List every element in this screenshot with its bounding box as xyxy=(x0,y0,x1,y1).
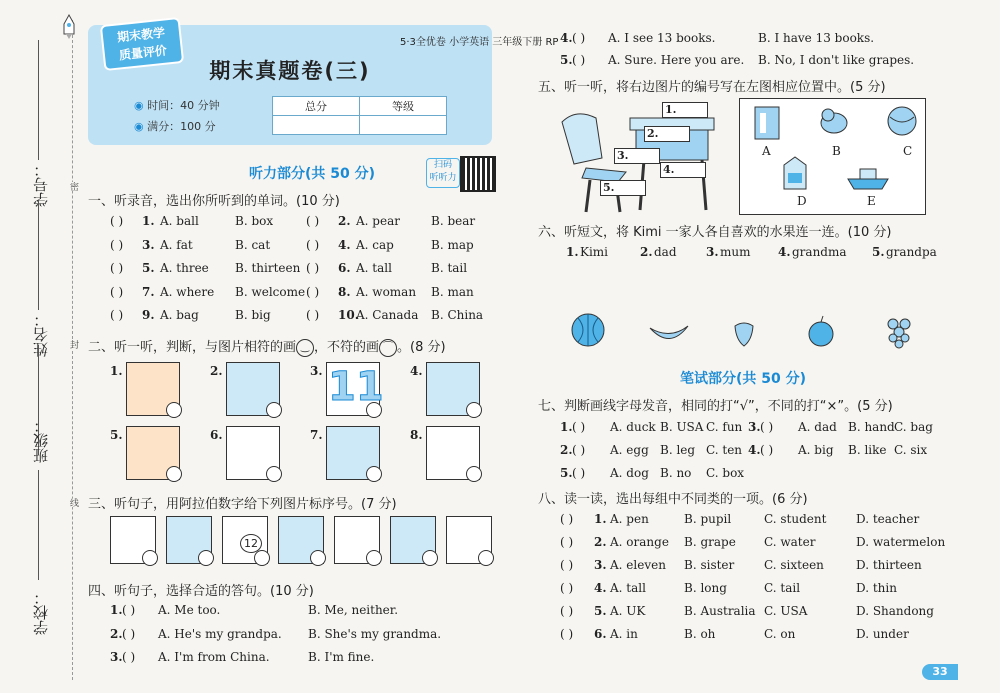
school-blank[interactable] xyxy=(38,470,39,580)
watermelon-icon[interactable] xyxy=(570,312,606,348)
order-answer-circle[interactable] xyxy=(198,550,214,566)
option-a: A. He's my grandpa. xyxy=(158,626,282,641)
item-number: 1. xyxy=(560,420,573,434)
option-d: D. watermelon xyxy=(856,535,946,549)
picture-letter: E xyxy=(867,194,876,208)
picture-number: 3. xyxy=(310,364,323,378)
item-number: 1. xyxy=(594,512,607,526)
rocket-icon xyxy=(62,14,76,40)
option-b: B. oh xyxy=(684,627,716,641)
option-b: B. box xyxy=(235,214,274,228)
student-id-blank[interactable] xyxy=(38,40,39,160)
option-a: A. I'm from China. xyxy=(158,650,270,664)
option-a: A. eleven xyxy=(610,558,666,572)
option-b: B. welcome xyxy=(235,284,306,299)
option-b: B. hand xyxy=(848,420,895,434)
item-number: 2. xyxy=(560,443,573,457)
option-b: B. No, I don't like grapes. xyxy=(758,53,915,67)
option-d: D. teacher xyxy=(856,512,920,526)
score-table xyxy=(272,96,447,135)
scan-to-listen-label: 扫码 听听力 xyxy=(426,158,460,188)
answer-paren[interactable]: ( ) xyxy=(306,237,320,252)
option-b: B. USA xyxy=(660,420,704,434)
option-a: A. orange xyxy=(610,535,669,549)
option-a: A. egg xyxy=(610,443,649,457)
option-a: A. woman xyxy=(356,284,417,299)
listening-section-title: 听力部分(共 50 分) xyxy=(249,166,376,182)
picture-number: 8. xyxy=(410,428,423,442)
option-b: B. no xyxy=(660,466,692,480)
section4-title: 四、听句子，选择合适的答句。(10 分) xyxy=(88,584,314,599)
option-b: B. grape xyxy=(684,535,736,549)
answer-circle[interactable] xyxy=(466,402,482,418)
person-number: 5. xyxy=(872,245,885,259)
option-b: B. man xyxy=(431,284,474,299)
answer-paren[interactable]: ( ) xyxy=(306,308,320,322)
option-a: A. ball xyxy=(160,214,199,228)
answer-circle[interactable] xyxy=(166,402,182,418)
option-a: A. three xyxy=(160,261,209,275)
order-answer-circle[interactable] xyxy=(142,550,158,566)
bookcase-icon xyxy=(752,105,782,141)
option-b: B. thirteen xyxy=(235,261,301,275)
answer-paren[interactable]: ( ) xyxy=(760,420,774,434)
section3-title: 三、听句子，用阿拉伯数字给下列图片标序号。(7 分) xyxy=(88,497,397,512)
item-number: 6. xyxy=(594,627,607,641)
option-a: A. tall xyxy=(356,261,392,275)
student-id-label: 学号： xyxy=(32,162,50,207)
option-c: C. six xyxy=(894,443,928,457)
dog-toy-icon xyxy=(816,103,852,139)
order-answer-circle[interactable] xyxy=(366,550,382,566)
clock-number: 12 xyxy=(240,534,262,553)
section2-title-a: 二、听一听，判断，与图片相符的画 xyxy=(88,340,297,355)
answer-paren[interactable]: ( ) xyxy=(572,420,586,434)
series-label: 5·3全优卷 小学英语 三年级下册 RP xyxy=(400,37,559,48)
picture-letter: B xyxy=(832,144,841,158)
picture-number: 2. xyxy=(210,364,223,378)
answer-paren[interactable]: ( ) xyxy=(572,31,586,45)
order-answer-circle[interactable] xyxy=(422,550,438,566)
option-c: C. student xyxy=(764,512,827,526)
option-b: B. bear xyxy=(431,214,476,228)
option-c: C. water xyxy=(764,535,816,549)
grade-box[interactable] xyxy=(360,116,447,135)
answer-paren[interactable]: ( ) xyxy=(572,443,586,457)
option-b: B. leg xyxy=(660,443,696,457)
item-number: 10. xyxy=(338,308,359,322)
person-name: mum xyxy=(720,245,751,259)
total-score-box[interactable] xyxy=(273,116,360,135)
option-b: B. sister xyxy=(684,558,735,572)
answer-slot[interactable]: 3. xyxy=(614,148,660,164)
item-number: 5. xyxy=(594,604,607,618)
item-number: 1. xyxy=(110,603,123,617)
name-blank[interactable] xyxy=(38,200,39,310)
option-a: A. dad xyxy=(798,420,837,434)
answer-slot[interactable]: 4. xyxy=(660,162,706,178)
apple-icon[interactable] xyxy=(806,314,836,348)
answer-paren[interactable]: ( ) xyxy=(560,581,574,595)
option-b: B. China xyxy=(431,308,484,322)
grapes-icon[interactable] xyxy=(884,310,914,350)
answer-circle[interactable] xyxy=(266,466,282,482)
badge-line1: 期末教学 xyxy=(116,25,166,45)
option-b: B. She's my grandma. xyxy=(308,626,442,641)
item-number: 4. xyxy=(594,581,607,595)
picture-letter: C xyxy=(903,144,913,158)
number-eleven-picture: 11 xyxy=(328,364,384,410)
section5-title: 五、听一听，将右边图片的编号写在左图相应位置中。(5 分) xyxy=(538,80,886,95)
answer-paren[interactable]: ( ) xyxy=(560,627,574,641)
option-b: B. Me, neither. xyxy=(308,603,399,617)
option-a: A. pear xyxy=(356,214,400,228)
item-number: 4. xyxy=(338,237,351,252)
option-a: A. in xyxy=(610,627,638,641)
person-number: 4. xyxy=(778,245,791,259)
picture-number: 4. xyxy=(410,364,423,378)
person-name: grandma xyxy=(792,245,847,259)
section2-title-c: 。(8 分) xyxy=(397,340,446,355)
picture-letter: A xyxy=(762,144,771,158)
section1-title: 一、听录音，选出你所听到的单词。(10 分) xyxy=(88,194,340,209)
person-number: 3. xyxy=(706,245,719,259)
option-a: A. where xyxy=(160,284,215,299)
answer-circle[interactable] xyxy=(266,402,282,418)
person-name: Kimi xyxy=(580,245,609,259)
answer-paren[interactable]: ( ) xyxy=(122,626,136,641)
full-score-text: 满分：100 分 xyxy=(147,120,216,133)
item-number: 8. xyxy=(338,284,351,299)
option-b: B. I'm fine. xyxy=(308,650,375,664)
item-number: 7. xyxy=(142,284,155,299)
answer-paren[interactable]: ( ) xyxy=(110,214,124,228)
option-b: B. like xyxy=(848,443,887,457)
option-b: B. Australia xyxy=(684,604,756,618)
score-info xyxy=(134,118,216,134)
item-number: 4. xyxy=(748,443,761,457)
answer-paren[interactable]: ( ) xyxy=(110,284,124,299)
order-answer-circle[interactable] xyxy=(254,550,270,566)
answer-paren[interactable]: ( ) xyxy=(306,284,320,299)
person-number: 1. xyxy=(566,245,579,259)
page-title: 期末真题卷(三) xyxy=(209,59,371,83)
strawberry-icon[interactable] xyxy=(732,318,756,348)
option-a: A. bag xyxy=(160,308,199,322)
total-score-label: 总分 xyxy=(273,97,360,116)
option-a: A. UK xyxy=(610,604,646,618)
badge-line2: 质量评价 xyxy=(118,43,168,63)
class-label: 班级： xyxy=(32,418,50,463)
option-c: C. fun xyxy=(706,420,743,434)
item-number: 5. xyxy=(142,261,155,275)
option-b: B. long xyxy=(684,581,727,595)
name-label: 姓名： xyxy=(32,312,50,357)
answer-circle[interactable] xyxy=(166,466,182,482)
answer-paren[interactable]: ( ) xyxy=(122,603,136,617)
option-a: A. dog xyxy=(610,466,649,480)
option-b: B. pupil xyxy=(684,512,732,526)
item-number: 3. xyxy=(594,558,607,572)
item-number: 6. xyxy=(338,261,351,275)
option-d: D. thirteen xyxy=(856,558,922,572)
seal-mark: 密 xyxy=(68,182,78,191)
picture-letter: D xyxy=(797,194,807,208)
person-name: grandpa xyxy=(886,245,937,259)
option-a: A. I see 13 books. xyxy=(608,31,716,45)
option-d: D. Shandong xyxy=(856,604,934,618)
order-answer-circle[interactable] xyxy=(310,550,326,566)
time-info xyxy=(134,97,220,113)
binding-dashed-line xyxy=(72,20,73,680)
page-number: 33 xyxy=(922,664,958,680)
answer-paren[interactable]: ( ) xyxy=(110,308,124,322)
option-a: A. Me too. xyxy=(158,603,221,617)
picture-number: 6. xyxy=(210,428,223,442)
person-name: dad xyxy=(654,245,677,259)
option-b: B. tail xyxy=(431,261,468,275)
item-number: 3. xyxy=(748,420,761,434)
section7-title: 七、判断画线字母发音，相同的打“√”，不同的打“×”。(5 分) xyxy=(538,399,893,414)
option-a: A. cap xyxy=(356,237,394,252)
item-number: 3. xyxy=(142,237,155,252)
answer-slot[interactable]: 2. xyxy=(644,126,690,142)
picture-number: 1. xyxy=(110,364,123,378)
option-d: D. thin xyxy=(856,581,897,595)
answer-paren[interactable]: ( ) xyxy=(560,604,574,618)
option-b: B. I have 13 books. xyxy=(758,31,875,45)
line-mark: 线 xyxy=(68,498,78,507)
option-d: D. under xyxy=(856,627,909,641)
writing-section-title: 笔试部分(共 50 分) xyxy=(680,371,807,387)
person-number: 2. xyxy=(640,245,653,259)
item-number: 5. xyxy=(560,53,573,67)
answer-circle[interactable] xyxy=(466,466,482,482)
option-c: C. tail xyxy=(764,581,801,595)
option-a: A. big xyxy=(798,443,834,457)
answer-slot[interactable]: 5. xyxy=(600,180,646,196)
time-text: 时间：40 分钟 xyxy=(147,99,220,112)
option-a: A. pen xyxy=(610,512,649,526)
answer-paren[interactable]: ( ) xyxy=(122,650,136,664)
option-a: A. duck xyxy=(610,420,656,434)
option-c: C. box xyxy=(706,466,745,480)
check-circle-icon: ◉ xyxy=(134,120,148,133)
section8-title: 八、读一读，选出每组中不同类的一项。(6 分) xyxy=(538,492,808,507)
banana-icon[interactable] xyxy=(648,320,690,346)
answer-paren[interactable]: ( ) xyxy=(306,261,320,275)
item-number: 2. xyxy=(594,535,607,549)
answer-paren[interactable]: ( ) xyxy=(306,214,320,228)
ball-icon xyxy=(886,105,918,137)
answer-paren[interactable]: ( ) xyxy=(110,261,124,275)
option-b: B. cat xyxy=(235,237,271,252)
answer-paren[interactable]: ( ) xyxy=(760,443,774,457)
option-a: A. tall xyxy=(610,581,646,595)
clock-icon: ◉ xyxy=(134,99,148,112)
option-a: A. fat xyxy=(160,237,193,252)
item-number: 2. xyxy=(338,214,351,228)
item-number: 2. xyxy=(110,626,123,641)
fold-mark: 封 xyxy=(68,340,78,349)
answer-paren[interactable]: ( ) xyxy=(572,466,586,480)
section6-title: 六、听短文，将 Kimi 一家人各自喜欢的水果连一连。(10 分) xyxy=(538,225,892,240)
answer-paren[interactable]: ( ) xyxy=(560,558,574,572)
school-label: 学校： xyxy=(32,590,50,635)
option-c: C. ten xyxy=(706,443,743,457)
picture-number: 7. xyxy=(310,428,323,442)
option-c: C. USA xyxy=(764,604,808,618)
option-a: A. Canada xyxy=(356,308,419,322)
option-b: B. big xyxy=(235,308,271,322)
option-c: C. sixteen xyxy=(764,558,824,572)
order-answer-circle[interactable] xyxy=(478,550,494,566)
option-c: C. on xyxy=(764,627,796,641)
answer-paren[interactable]: ( ) xyxy=(572,53,586,67)
answer-paren[interactable]: ( ) xyxy=(560,535,574,549)
answer-paren[interactable]: ( ) xyxy=(560,512,574,526)
item-number: 5. xyxy=(560,466,573,480)
answer-paren[interactable]: ( ) xyxy=(110,237,124,252)
milk-carton-icon xyxy=(780,155,810,191)
answer-circle[interactable] xyxy=(366,466,382,482)
option-b: B. map xyxy=(431,237,474,252)
picture-number: 5. xyxy=(110,428,123,442)
option-a: A. Sure. Here you are. xyxy=(608,53,745,67)
frown-icon: ⌒ xyxy=(379,339,397,357)
answer-slot[interactable]: 1. xyxy=(662,102,708,118)
section2-title-b: ，不符的画 xyxy=(314,340,380,355)
section2-title xyxy=(88,336,446,357)
smile-icon: ‿ xyxy=(296,339,314,357)
option-c: C. bag xyxy=(894,420,933,434)
item-number: 1. xyxy=(142,214,155,228)
item-number: 3. xyxy=(110,650,123,664)
boat-icon xyxy=(846,161,890,191)
grade-label: 等级 xyxy=(360,97,447,116)
qr-code-icon[interactable] xyxy=(460,156,496,192)
item-number: 9. xyxy=(142,308,155,322)
item-number: 4. xyxy=(560,31,573,45)
